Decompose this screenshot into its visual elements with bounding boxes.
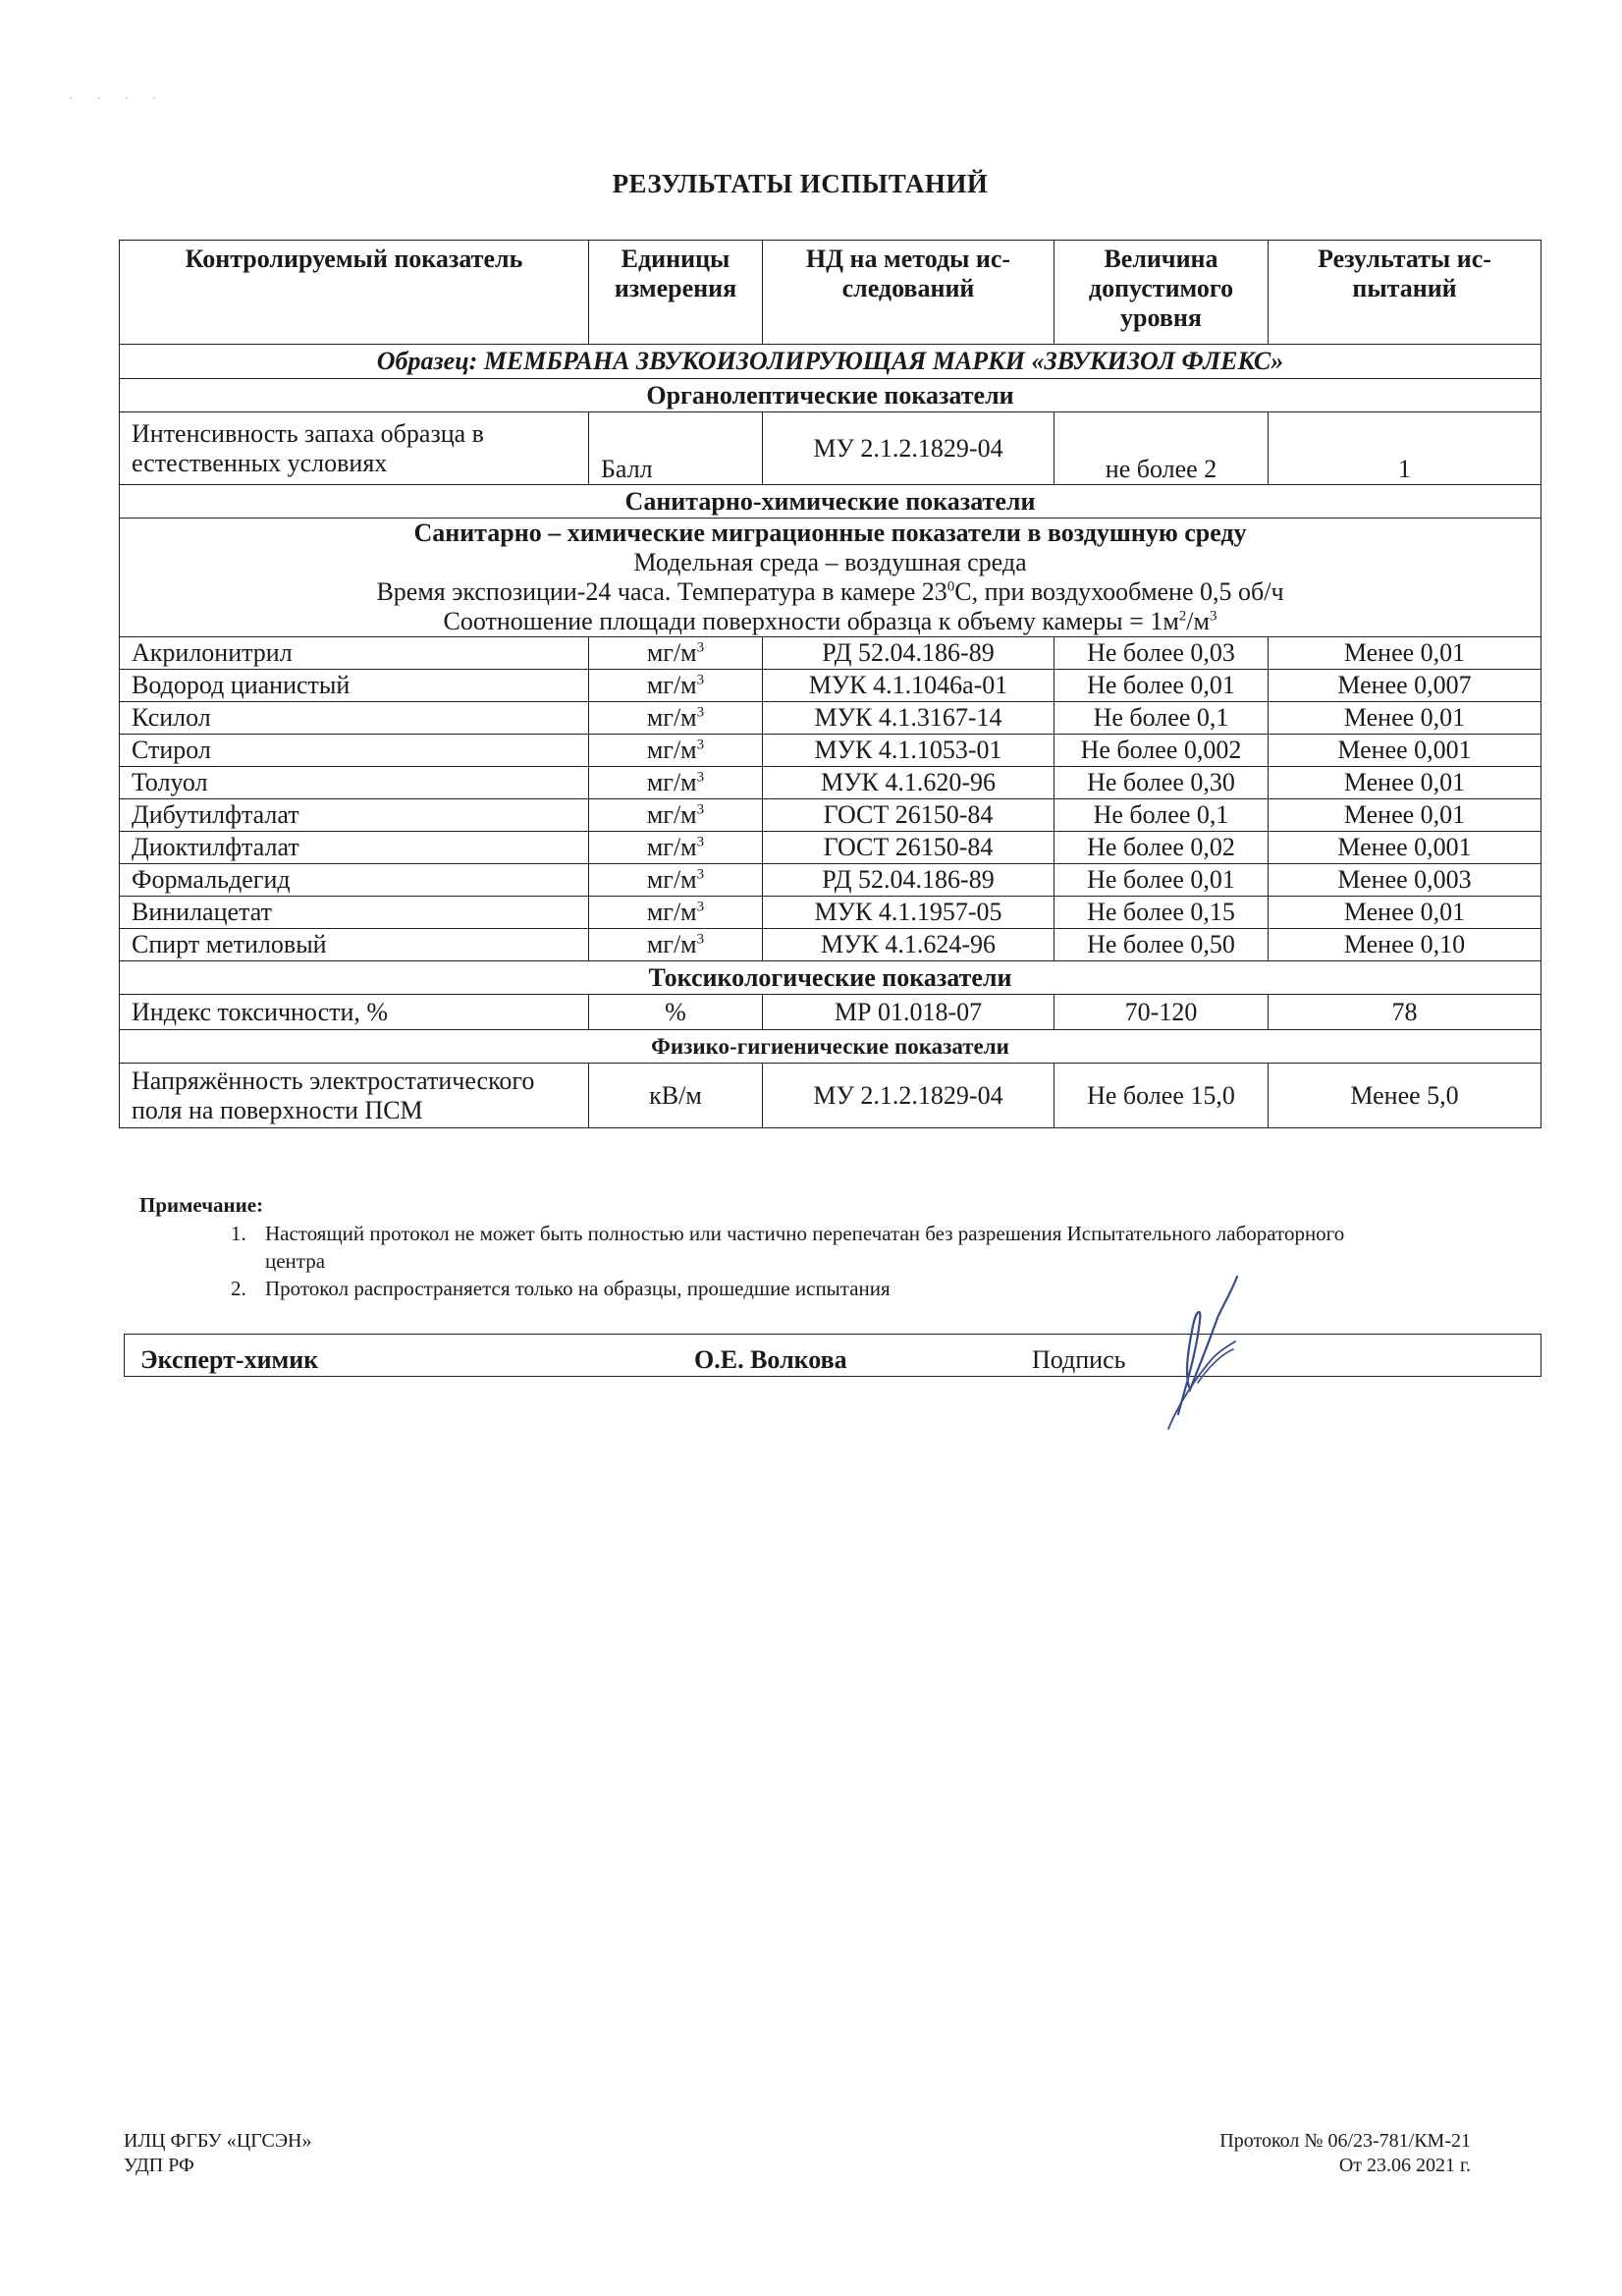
organoleptic-unit: Балл [589, 412, 763, 485]
toxicology-method: МР 01.018-07 [763, 995, 1054, 1030]
chemical-result: Менее 0,007 [1269, 670, 1541, 702]
chemical-limit: Не более 0,01 [1054, 670, 1269, 702]
organoleptic-result: 1 [1269, 412, 1541, 485]
toxicology-unit: % [589, 995, 763, 1030]
physical-result: Менее 5,0 [1269, 1064, 1541, 1128]
header-limit: Величина допустимого уровня [1054, 241, 1269, 345]
chemical-row [120, 864, 1541, 897]
chemical-limit: Не более 0,15 [1054, 897, 1269, 929]
chemical-result: Менее 0,003 [1269, 864, 1541, 897]
chemical-name: Ксилол [120, 702, 589, 735]
chemical-method: ГОСТ 26150-84 [763, 832, 1054, 864]
sanitary-exposure: Время экспозиции-24 часа. Температура в камере $23^0С$, при воздухообмене 0,5 об/ч [376, 577, 1284, 606]
handwritten-signature [1139, 1267, 1267, 1434]
chemical-method: МУК 4.1.1053-01 [763, 735, 1054, 767]
chemical-row [120, 702, 1541, 735]
chemical-unit: $мг/м^3$ [589, 702, 763, 735]
footer-organization: ИЛЦ ФГБУ «ЦГСЭН» УДП РФ [124, 2130, 312, 2176]
chemical-row [120, 767, 1541, 799]
chemical-limit: Не более 0,50 [1054, 929, 1269, 961]
chemical-limit: Не более 0,1 [1054, 702, 1269, 735]
chemical-method: МУК 4.1.620-96 [763, 767, 1054, 799]
chemical-result: Менее 0,01 [1269, 897, 1541, 929]
physical-row [120, 1064, 1541, 1128]
sample-name: Образец: МЕМБРАНА ЗВУКОИЗОЛИРУЮЩАЯ МАРКИ «ЗВУКИЗОЛ ФЛЕКС» [120, 345, 1541, 379]
chemical-row [120, 735, 1541, 767]
chemical-result: Менее 0,01 [1269, 702, 1541, 735]
chemical-limit: Не более 0,01 [1054, 864, 1269, 897]
chemical-unit: $мг/м^3$ [589, 929, 763, 961]
section-sanitary: Санитарно-химические показатели [120, 485, 1541, 519]
physical-method: МУ 2.1.2.1829-04 [763, 1064, 1054, 1128]
document-title: РЕЗУЛЬТАТЫ ИСПЫТАНИЙ [612, 169, 989, 198]
signer-name: О.Е. Волкова [694, 1345, 847, 1374]
physical-indicator: Напряжённость электростатического поля на поверхности ПСМ [120, 1064, 589, 1128]
chemical-method: РД 52.04.186-89 [763, 637, 1054, 670]
notes-heading: Примечание: [139, 1193, 264, 1217]
note-item: 1. Настоящий протокол не может быть полностью или частично перепечатан без разрешения Испытательного лабораторного центра [251, 1220, 1404, 1275]
footer-protocol: Протокол № 06/23-781/КМ-21 От 23.06 2021 г. [1219, 2130, 1471, 2176]
section-toxicology: Токсикологические показатели [120, 961, 1541, 995]
chemical-method: МУК 4.1.1046а-01 [763, 670, 1054, 702]
chemical-limit: Не более 0,1 [1054, 799, 1269, 832]
header-method: НД на методы ис-следований [763, 241, 1054, 345]
chemical-name: Спирт метиловый [120, 929, 589, 961]
chemical-name: Толуол [120, 767, 589, 799]
chemical-result: Менее 0,10 [1269, 929, 1541, 961]
header-units: Единицы измерения [589, 241, 763, 345]
organoleptic-indicator: Интенсивность запаха образца в естественных условиях [120, 412, 589, 485]
sanitary-conditions [120, 519, 1541, 637]
chemical-limit: Не более 0,30 [1054, 767, 1269, 799]
results-table [119, 240, 1541, 1128]
chemical-result: Менее 0,01 [1269, 767, 1541, 799]
chemical-name: Стирол [120, 735, 589, 767]
chemical-rows [120, 637, 1541, 961]
sanitary-ratio: Соотношение площади поверхности образца к объему камеры = $1м^2/м^3$ [443, 607, 1217, 635]
chemical-name: Диоктилфталат [120, 832, 589, 864]
chemical-limit: Не более 0,002 [1054, 735, 1269, 767]
chemical-method: РД 52.04.186-89 [763, 864, 1054, 897]
chemical-unit: $мг/м^3$ [589, 670, 763, 702]
note-item: 2. Протокол распространяется только на образцы, прошедшие испытания [251, 1275, 1404, 1302]
signature-label: Подпись [1032, 1345, 1126, 1374]
chemical-unit: $мг/м^3$ [589, 735, 763, 767]
chemical-limit: Не более 0,03 [1054, 637, 1269, 670]
sanitary-subtitle: Санитарно – химические миграционные показатели в воздушную среду [413, 519, 1247, 547]
chemical-name: Дибутилфталат [120, 799, 589, 832]
chemical-row [120, 637, 1541, 670]
section-organoleptic: Органолептические показатели [120, 379, 1541, 412]
chemical-method: МУК 4.1.624-96 [763, 929, 1054, 961]
chemical-row [120, 832, 1541, 864]
organoleptic-limit: не более 2 [1054, 412, 1269, 485]
chemical-unit: $мг/м^3$ [589, 637, 763, 670]
chemical-name: Водород цианистый [120, 670, 589, 702]
toxicology-indicator: Индекс токсичности, % [120, 995, 589, 1030]
sanitary-medium: Модельная среда – воздушная среда [633, 548, 1027, 576]
organoleptic-row [120, 412, 1541, 485]
chemical-result: Менее 0,01 [1269, 799, 1541, 832]
organoleptic-method: МУ 2.1.2.1829-04 [763, 412, 1054, 485]
chemical-name: Винилацетат [120, 897, 589, 929]
chemical-row [120, 897, 1541, 929]
chemical-unit: $мг/м^3$ [589, 767, 763, 799]
chemical-unit: $мг/м^3$ [589, 864, 763, 897]
signature-box [124, 1334, 1541, 1377]
chemical-name: Акрилонитрил [120, 637, 589, 670]
sample-row [120, 345, 1541, 379]
toxicology-row [120, 995, 1541, 1030]
physical-unit: кВ/м [589, 1064, 763, 1128]
chemical-result: Менее 0,001 [1269, 735, 1541, 767]
chemical-method: ГОСТ 26150-84 [763, 799, 1054, 832]
chemical-unit: $мг/м^3$ [589, 832, 763, 864]
signer-role: Эксперт-химик [140, 1345, 319, 1374]
chemical-result: Менее 0,001 [1269, 832, 1541, 864]
chemical-row [120, 670, 1541, 702]
header-row [120, 241, 1541, 345]
chemical-row [120, 799, 1541, 832]
section-physical: Физико-гигиенические показатели [120, 1030, 1541, 1064]
physical-limit: Не более 15,0 [1054, 1064, 1269, 1128]
header-result: Результаты ис-пытаний [1269, 241, 1541, 345]
chemical-result: Менее 0,01 [1269, 637, 1541, 670]
chemical-method: МУК 4.1.1957-05 [763, 897, 1054, 929]
chemical-limit: Не более 0,02 [1054, 832, 1269, 864]
toxicology-result: 78 [1269, 995, 1541, 1030]
chemical-unit: $мг/м^3$ [589, 799, 763, 832]
chemical-unit: $мг/м^3$ [589, 897, 763, 929]
chemical-row [120, 929, 1541, 961]
toxicology-limit: 70-120 [1054, 995, 1269, 1030]
scan-specks: · · · · [69, 92, 167, 107]
chemical-name: Формальдегид [120, 864, 589, 897]
header-indicator: Контролируемый показатель [120, 241, 589, 345]
chemical-method: МУК 4.1.3167-14 [763, 702, 1054, 735]
